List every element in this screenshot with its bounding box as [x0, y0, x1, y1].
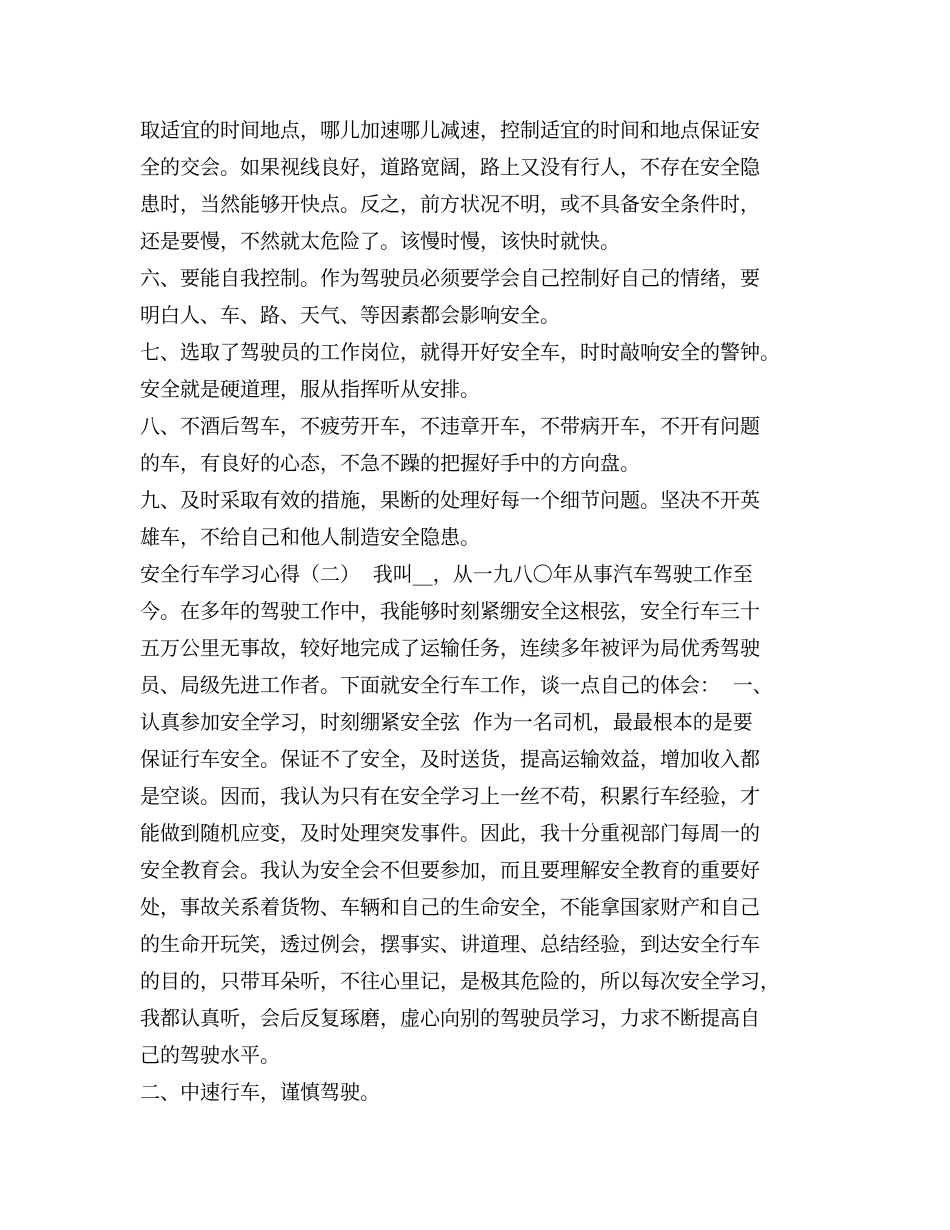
text-line: 取适宜的时间地点，哪儿加速哪儿减速，控制适宜的时间和地点保证安: [140, 118, 760, 142]
text-line: 能做到随机应变，及时处理突发事件。因此，我十分重视部门每周一的: [140, 821, 760, 845]
text-line: 的生命开玩笑，透过例会，摆事实、讲道理、总结经验，到达安全行车: [140, 932, 760, 956]
document-body: [140, 112, 840, 1111]
text-line: 六、要能自我控制。作为驾驶员必须要学会自己控制好自己的情绪，要: [140, 266, 760, 290]
text-line: 的车，有良好的心态，不急不躁的把握好手中的方向盘。: [140, 451, 640, 475]
text-line: 己的驾驶水平。: [140, 1043, 280, 1067]
text-line: 二、中速行车，谨慎驾驶。: [140, 1080, 380, 1104]
text-line: 八、不酒后驾车，不疲劳开车，不违章开车，不带病开车，不开有问题: [140, 414, 760, 438]
text-line: 处，事故关系着货物、车辆和自己的生命安全，不能拿国家财产和自己: [140, 895, 760, 919]
text-line: 的目的，只带耳朵听，不往心里记，是极其危险的，所以每次安全学习，: [140, 969, 780, 993]
text-line: 全的交会。如果视线良好，道路宽阔，路上又没有行人，不存在安全隐: [140, 155, 760, 179]
text-line: 七、选取了驾驶员的工作岗位，就得开好安全车，时时敲响安全的警钟。: [140, 340, 780, 364]
text-line: 还是要慢，不然就太危险了。该慢时慢，该快时就快。: [140, 229, 620, 253]
text-line: 员、局级先进工作者。下面就安全行车工作，谈一点自己的体会： 一、: [140, 673, 773, 697]
text-line: 是空谈。因而，我认为只有在安全学习上一丝不苟，积累行车经验，才: [140, 784, 760, 808]
text-line: 安全行车学习心得（二） 我叫__，从一九八〇年从事汽车驾驶工作至: [140, 562, 753, 586]
text-line: 安全教育会。我认为安全会不但要参加，而且要理解安全教育的重要好: [140, 858, 760, 882]
text-line: 雄车，不给自己和他人制造安全隐患。: [140, 525, 480, 549]
text-line: 明白人、车、路、天气、等因素都会影响安全。: [140, 303, 560, 327]
text-line: 安全就是硬道理，服从指挥听从安排。: [140, 377, 480, 401]
text-line: 五万公里无事故，较好地完成了运输任务，连续多年被评为局优秀驾驶: [140, 636, 760, 660]
text-line: 保证行车安全。保证不了安全，及时送货，提高运输效益，增加收入都: [140, 747, 760, 771]
text-line: 我都认真听，会后反复琢磨，虚心向别的驾驶员学习，力求不断提高自: [140, 1006, 760, 1030]
text-line: 九、及时采取有效的措施，果断的处理好每一个细节问题。坚决不开英: [140, 488, 760, 512]
text-line: 患时，当然能够开快点。反之，前方状况不明，或不具备安全条件时，: [140, 192, 760, 216]
text-line: 认真参加安全学习，时刻绷紧安全弦 作为一名司机，最最根本的是要: [140, 710, 753, 734]
text-line: 今。在多年的驾驶工作中，我能够时刻紧绷安全这根弦，安全行车三十: [140, 599, 760, 623]
